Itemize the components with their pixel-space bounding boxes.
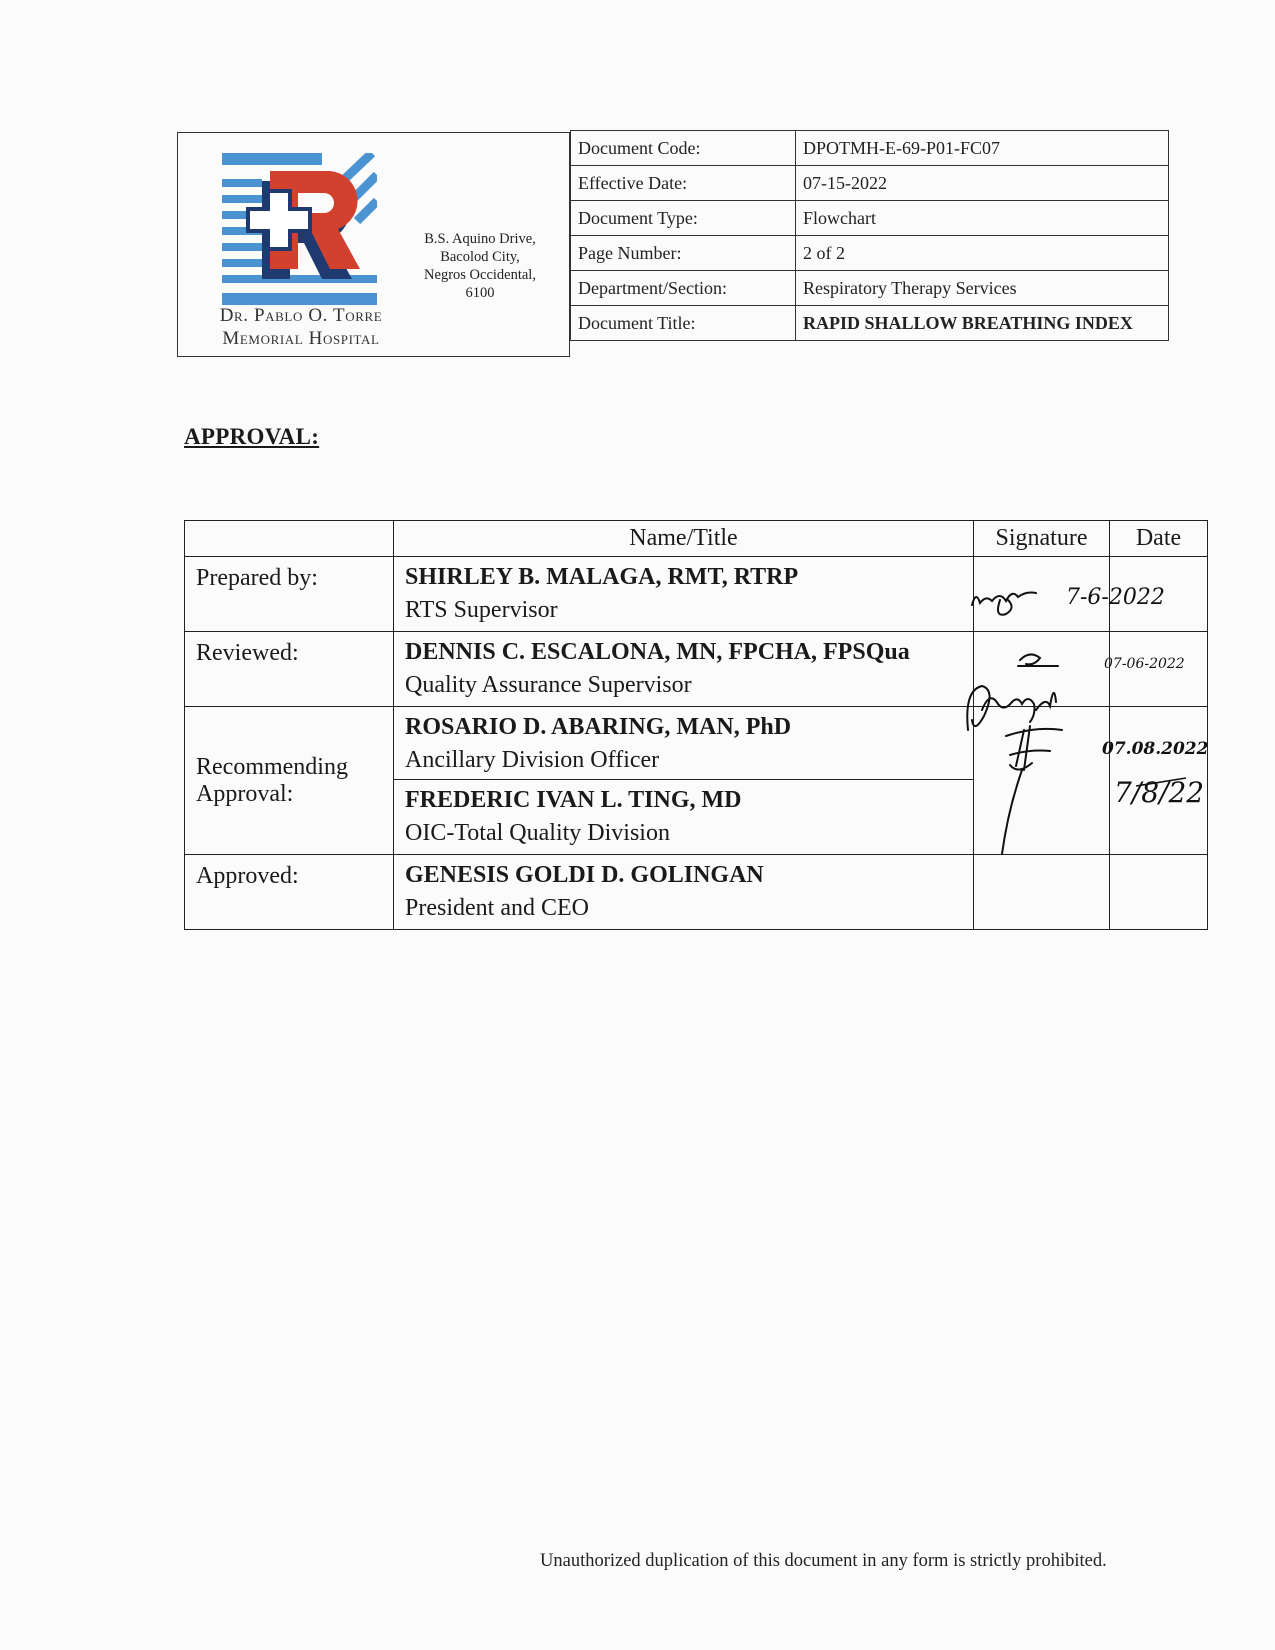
- recommender-2: [405, 784, 962, 850]
- table-row: [571, 131, 1169, 166]
- hospital-name-line1: Dr. Pablo O. Torre: [219, 305, 383, 326]
- approval-table: [184, 520, 1208, 930]
- date-cell: [1110, 707, 1208, 855]
- address-line: B.S. Aquino Drive,: [424, 231, 536, 247]
- handwritten-date-4: 7/8/22: [1114, 776, 1205, 809]
- date-cell: [1110, 557, 1208, 632]
- info-value: Respiratory Therapy Services: [796, 271, 1169, 306]
- handwritten-date-2: 07-06-2022: [1104, 656, 1185, 672]
- table-row: [571, 236, 1169, 271]
- person-name: DENNIS C. ESCALONA, MN, FPCHA, FPSQua: [405, 639, 910, 665]
- hospital-name-line2: Memorial Hospital: [222, 328, 380, 349]
- handwritten-date-1: 7-6-2022: [1066, 585, 1165, 610]
- info-label: Document Type:: [571, 201, 796, 236]
- signature-cell: [974, 632, 1110, 707]
- table-row: [185, 855, 1208, 930]
- column-header: Name/Title: [394, 521, 974, 557]
- role-cell: Reviewed:: [185, 632, 394, 707]
- signature-cell: [974, 707, 1110, 855]
- person-title: President and CEO: [405, 895, 589, 921]
- date-cell: [1110, 632, 1208, 707]
- person-name: GENESIS GOLDI D. GOLINGAN: [405, 862, 764, 888]
- table-row: [185, 557, 1208, 632]
- column-header: Signature: [974, 521, 1110, 557]
- info-label: Effective Date:: [571, 166, 796, 201]
- person-title: OIC-Total Quality Division: [405, 820, 670, 846]
- handwritten-date-3: 07.08.2022: [1102, 739, 1209, 759]
- person-title: Ancillary Division Officer: [405, 747, 660, 773]
- info-label: Page Number:: [571, 236, 796, 271]
- name-title-cell: [394, 632, 974, 707]
- hospital-name: [197, 304, 405, 350]
- table-row: [185, 632, 1208, 707]
- info-value: 07-15-2022: [796, 166, 1169, 201]
- info-value: DPOTMH-E-69-P01-FC07: [796, 131, 1169, 166]
- approval-heading: APPROVAL:: [184, 424, 320, 449]
- address-line: Bacolod City,: [440, 249, 520, 265]
- person-title: Quality Assurance Supervisor: [405, 672, 692, 698]
- name-title-cell: [394, 855, 974, 930]
- document-title-value: RAPID SHALLOW BREATHING INDEX: [796, 306, 1169, 341]
- role-cell: [185, 707, 394, 855]
- info-label: Document Title:: [571, 306, 796, 341]
- address-line: Negros Occidental,: [424, 267, 536, 283]
- table-row: [571, 166, 1169, 201]
- footer-notice: Unauthorized duplication of this document in any form is strictly prohibited.: [540, 1551, 1107, 1571]
- hospital-address: [405, 230, 555, 302]
- address-line: 6100: [465, 285, 495, 301]
- table-row: [185, 707, 1208, 855]
- person-title: RTS Supervisor: [405, 597, 558, 623]
- date-cell: [1110, 855, 1208, 930]
- signature-cell: [974, 557, 1110, 632]
- person-name: FREDERIC IVAN L. TING, MD: [405, 787, 742, 813]
- person-name: ROSARIO D. ABARING, MAN, PhD: [405, 714, 792, 740]
- recommender-1: [394, 707, 973, 780]
- info-label: Department/Section:: [571, 271, 796, 306]
- document-info-table: [570, 130, 1169, 341]
- role-cell: Approved:: [185, 855, 394, 930]
- signature-cell: [974, 855, 1110, 930]
- info-label: Document Code:: [571, 131, 796, 166]
- role-label: Recommending Approval:: [196, 753, 348, 807]
- name-title-cell: [394, 707, 974, 855]
- info-value: 2 of 2: [796, 236, 1169, 271]
- role-cell: Prepared by:: [185, 557, 394, 632]
- person-name: SHIRLEY B. MALAGA, RMT, RTRP: [405, 564, 799, 590]
- column-header: [185, 521, 394, 557]
- table-row: [571, 201, 1169, 236]
- table-row: [571, 306, 1169, 341]
- hospital-logo: [222, 153, 377, 305]
- table-row: [571, 271, 1169, 306]
- table-header-row: [185, 521, 1208, 557]
- name-title-cell: [394, 557, 974, 632]
- column-header: Date: [1110, 521, 1208, 557]
- info-value: Flowchart: [796, 201, 1169, 236]
